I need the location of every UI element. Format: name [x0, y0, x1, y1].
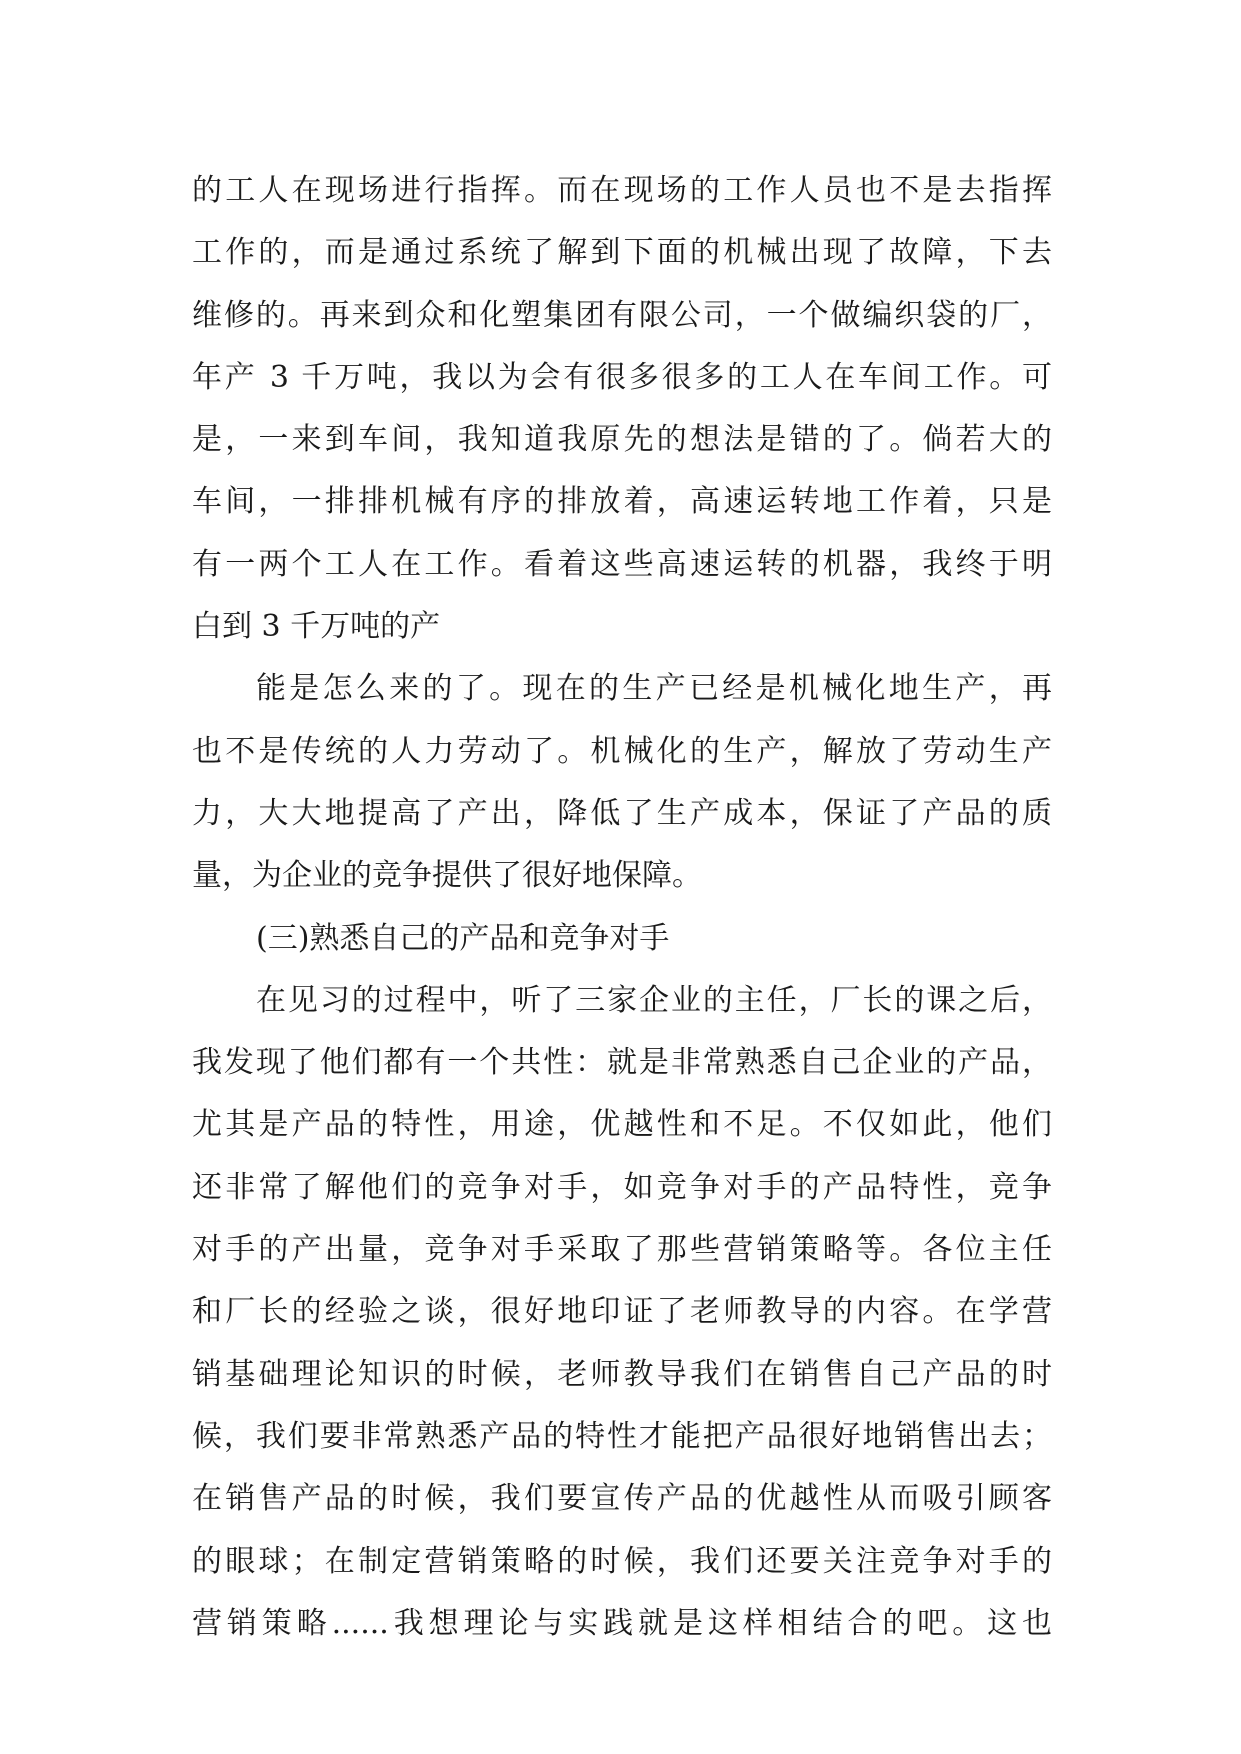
section-heading: (三)熟悉自己的产品和竞争对手 — [256, 920, 670, 956]
text-line-4: 年产 3 千万吨，我以为会有很多很多的工人在车间工作。可 — [192, 359, 1052, 395]
text-line-14: 在见习的过程中，听了三家企业的主任，厂长的课之后， — [256, 982, 1052, 1018]
text-line-18: 对手的产出量，竞争对手采取了那些营销策略等。各位主任 — [192, 1232, 1052, 1268]
text-line-21: 候，我们要非常熟悉产品的特性才能把产品很好地销售出去； — [192, 1418, 1052, 1454]
text-line-24: 营销策略......我想理论与实践就是这样相结合的吧。这也 — [192, 1605, 1052, 1641]
text-line-3: 维修的。再来到众和化塑集团有限公司，一个做编织袋的厂， — [192, 297, 1052, 333]
text-line-1: 的工人在现场进行指挥。而在现场的工作人员也不是去指挥 — [192, 173, 1052, 208]
text-line-5: 是，一来到车间，我知道我原先的想法是错的了。倘若大的 — [192, 422, 1052, 458]
text-line-6: 车间，一排排机械有序的排放着，高速运转地工作着，只是 — [192, 484, 1052, 520]
body-text — [192, 160, 1052, 1655]
text-line-10: 也不是传统的人力劳动了。机械化的生产，解放了劳动生产 — [192, 733, 1052, 769]
text-line-22: 在销售产品的时候，我们要宣传产品的优越性从而吸引顾客 — [192, 1481, 1052, 1517]
text-line-23: 的眼球；在制定营销策略的时候，我们还要关注竞争对手的 — [192, 1543, 1052, 1579]
text-line-12: 量，为企业的竞争提供了很好地保障。 — [192, 858, 702, 894]
text-line-8: 白到 3 千万吨的产 — [192, 609, 441, 645]
text-line-7: 有一两个工人在工作。看着这些高速运转的机器，我终于明 — [192, 546, 1052, 582]
text-line-15: 我发现了他们都有一个共性：就是非常熟悉自己企业的产品， — [192, 1045, 1052, 1081]
text-line-2: 工作的，而是通过系统了解到下面的机械出现了故障，下去 — [192, 235, 1052, 271]
text-line-19: 和厂长的经验之谈，很好地印证了老师教导的内容。在学营 — [192, 1294, 1052, 1330]
text-line-9: 能是怎么来的了。现在的生产已经是机械化地生产，再 — [256, 671, 1052, 707]
text-line-17: 还非常了解他们的竞争对手，如竞争对手的产品特性，竞争 — [192, 1169, 1052, 1205]
text-line-16: 尤其是产品的特性，用途，优越性和不足。不仅如此，他们 — [192, 1107, 1052, 1143]
text-line-11: 力，大大地提高了产出，降低了生产成本，保证了产品的质 — [192, 795, 1052, 831]
text-line-20: 销基础理论知识的时候，老师教导我们在销售自己产品的时 — [192, 1356, 1052, 1392]
